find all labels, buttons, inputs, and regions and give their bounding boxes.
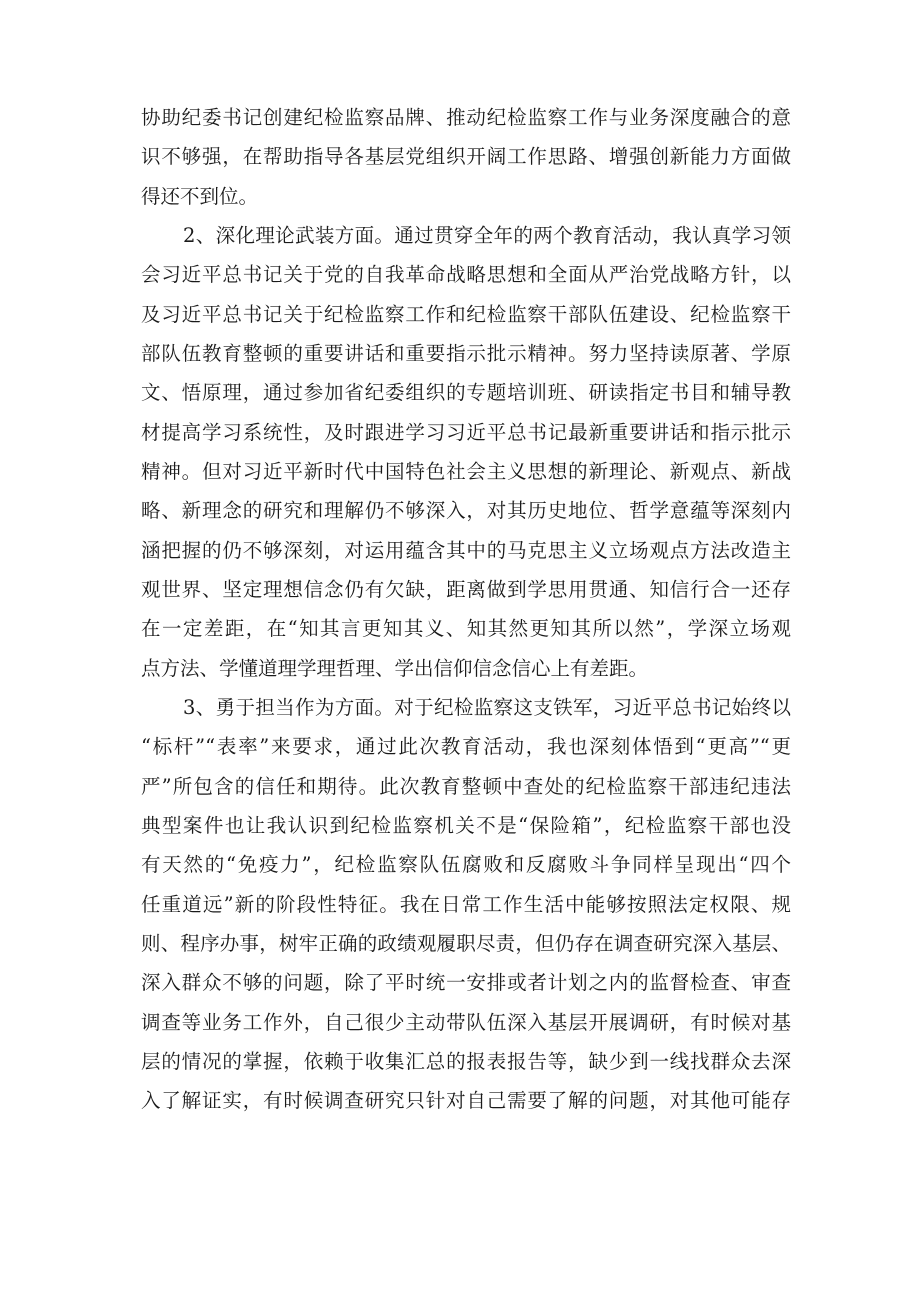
- text-line: 材提高学习系统性，及时跟进学习习近平总书记最新重要讲话和指示批示: [141, 420, 791, 444]
- text-line: 部队伍教育整顿的重要讲话和重要指示批示精神。努力坚持读原著、学原: [141, 341, 791, 365]
- text-line: 典型案件也让我认识到纪检监察机关不是“保险箱”，纪检监察干部也没: [141, 813, 791, 837]
- document-body: [141, 98, 791, 1121]
- text-line: 得还不到位。: [141, 184, 259, 208]
- text-line: 层的情况的掌握，依赖于收集汇总的报表报告等，缺少到一线找群众去深: [141, 1049, 791, 1073]
- text-line: 会习近平总书记关于党的自我革命战略思想和全面从严治党战略方针，以: [141, 263, 791, 287]
- text-line: 入了解证实，有时候调查研究只针对自己需要了解的问题，对其他可能存: [141, 1089, 791, 1113]
- text-line: 有天然的“免疫力”，纪检监察队伍腐败和反腐败斗争同样呈现出“四个: [141, 853, 791, 877]
- text-line: 点方法、学懂道理学理哲理、学出信仰信念信心上有差距。: [141, 656, 649, 680]
- text-line: 严”所包含的信任和期待。此次教育整顿中查处的纪检监察干部违纪违法: [141, 774, 791, 798]
- text-line: 观世界、坚定理想信念仍有欠缺，距离做到学思用贯通、知信行合一还存: [141, 577, 791, 601]
- text-line: 精神。但对习近平新时代中国特色社会主义思想的新理论、新观点、新战: [141, 459, 791, 483]
- text-line: 略、新理念的研究和理解仍不够深入，对其历史地位、哲学意蕴等深刻内: [141, 499, 791, 523]
- text-line: 及习近平总书记关于纪检监察工作和纪检监察干部队伍建设、纪检监察干: [141, 302, 791, 326]
- text-line: 则、程序办事，树牢正确的政绩观履职尽责，但仍存在调查研究深入基层、: [141, 931, 791, 955]
- text-line: 识不够强，在帮助指导各基层党组织开阔工作思路、增强创新能力方面做: [141, 145, 791, 169]
- text-line: 在一定差距，在“知其言更知其义、知其然更知其所以然”，学深立场观: [141, 617, 791, 641]
- text-line: 任重道远”新的阶段性特征。我在日常工作生活中能够按照法定权限、规: [141, 892, 791, 916]
- text-line: 3、勇于担当作为方面。对于纪检监察这支铁军，习近平总书记始终以: [183, 695, 791, 719]
- text-line: 2、深化理论武装方面。通过贯穿全年的两个教育活动，我认真学习领: [183, 223, 791, 247]
- text-line: 协助纪委书记创建纪检监察品牌、推动纪检监察工作与业务深度融合的意: [141, 106, 791, 129]
- text-line: “标杆”“表率”来要求，通过此次教育活动，我也深刻体悟到“更高”“更: [141, 735, 791, 759]
- text-line: 涵把握的仍不够深刻，对运用蕴含其中的马克思主义立场观点方法改造主: [141, 538, 791, 562]
- text-line: 深入群众不够的问题，除了平时统一安排或者计划之内的监督检查、审查: [141, 971, 791, 995]
- text-line: 文、悟原理，通过参加省纪委组织的专题培训班、研读指定书目和辅导教: [141, 381, 791, 405]
- text-line: 调查等业务工作外，自己很少主动带队伍深入基层开展调研，有时候对基: [141, 1010, 791, 1034]
